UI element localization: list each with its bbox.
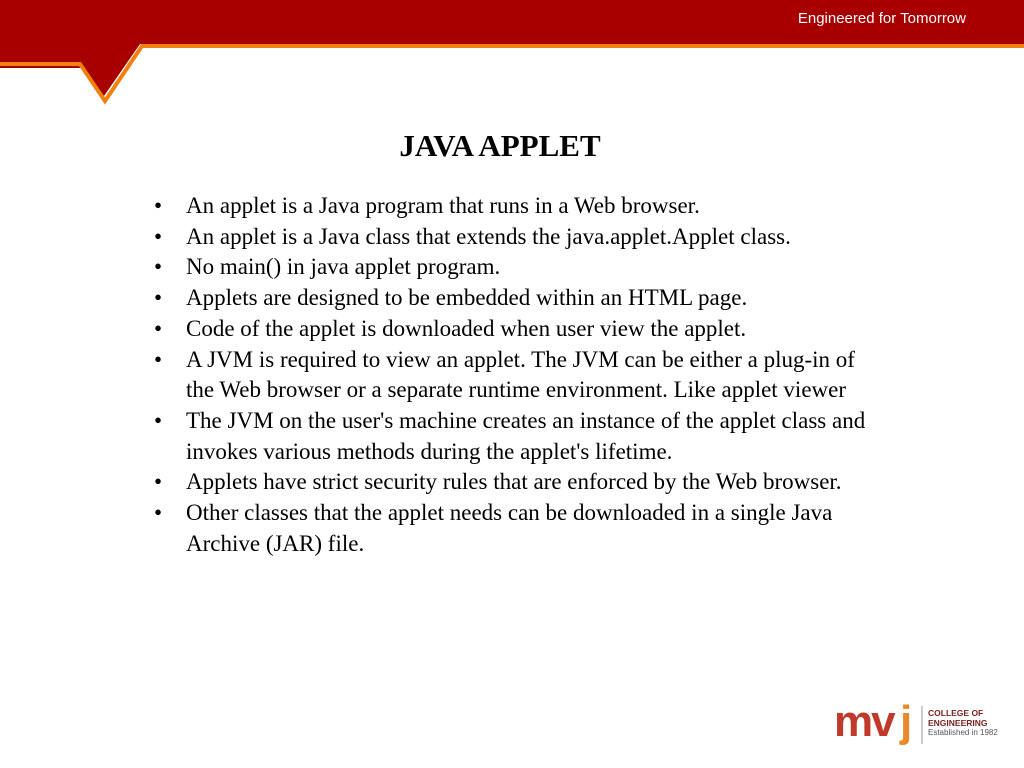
bullet-dot-icon: • xyxy=(154,500,163,526)
bullet-item: • The JVM on the user's machine creates an instance of the applet class and invokes various methods during the applet's lifetime. xyxy=(154,407,866,464)
bullet-dot-icon: • xyxy=(154,407,163,433)
header-tagline: Engineered for Tomorrow xyxy=(797,10,966,27)
bullet-item: • Applets have strict security rules that are enforced by the Web browser. xyxy=(150,467,870,498)
svg-text:j: j xyxy=(900,700,913,746)
bullet-dot-icon: • xyxy=(154,346,163,372)
bullet-item: • An applet is a Java program that runs in a Web browser. xyxy=(150,191,870,222)
bullet-item: • An applet is a Java class that extends the java.applet.Applet class. xyxy=(150,222,870,253)
bullet-list xyxy=(150,191,870,559)
svg-text:mv: mv xyxy=(834,700,894,746)
bullet-item: • A JVM is required to view an applet. The JVM can be either a plug-in of the Web browser or a separate runtime environment. Like applet viewer xyxy=(154,346,855,403)
bullet-item: • Applets are designed to be embedded within an HTML page. xyxy=(150,283,870,314)
bullet-item: • No main() in java applet program. xyxy=(150,252,870,283)
bullet-dot-icon: • xyxy=(154,285,163,311)
logo-text: COLLEGE OF ENGINEERING Established in 1982 xyxy=(928,708,998,737)
bullet-dot-icon: • xyxy=(154,469,163,495)
slide-title: JAVA APPLET xyxy=(399,128,601,163)
bullet-item: • Other classes that the applet needs can be downloaded in a single Java Archive (JAR) file. xyxy=(154,500,833,556)
bullet-dot-icon: • xyxy=(154,315,163,341)
bullet-item: • Code of the applet is downloaded when user view the applet. xyxy=(150,314,870,345)
bullet-dot-icon: • xyxy=(154,223,163,249)
bullet-dot-icon: • xyxy=(154,193,163,218)
bullet-dot-icon: • xyxy=(154,254,163,280)
